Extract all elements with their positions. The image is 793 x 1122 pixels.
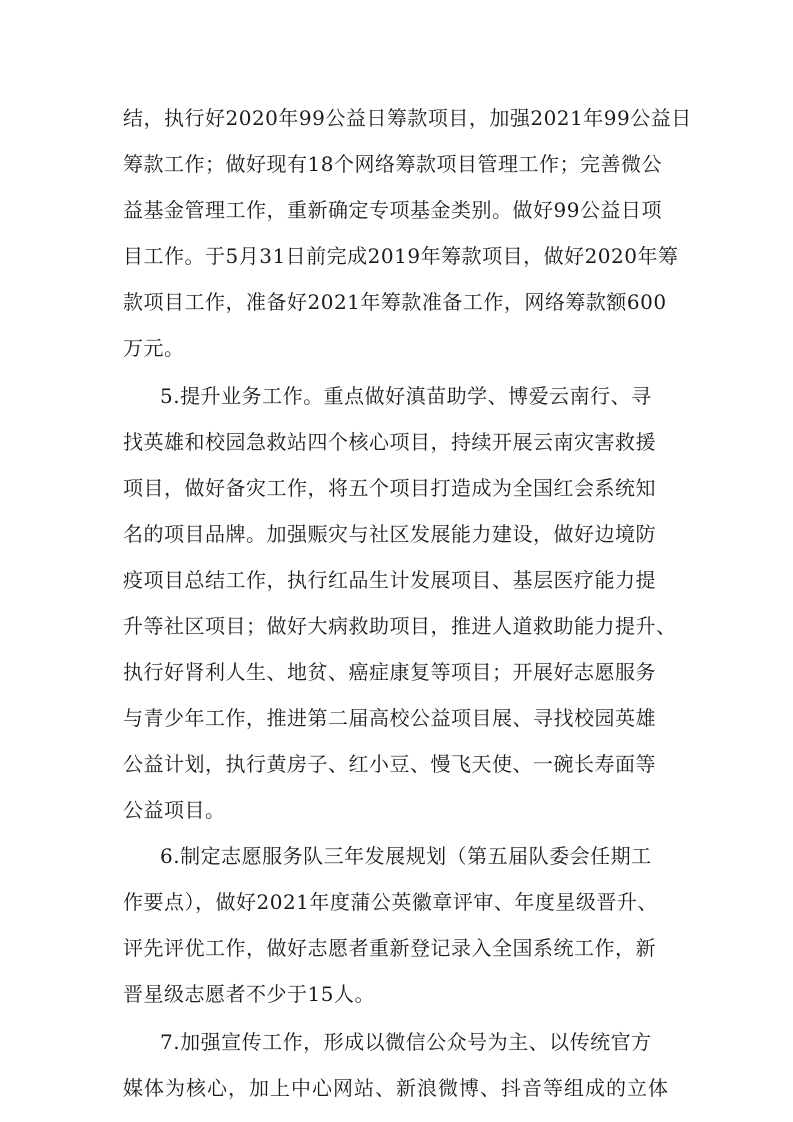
text-line: 作要点），做好2021年度蒲公英徽章评审、年度星级晋升、 [123, 890, 658, 914]
text-line: 评先评优工作，做好志愿者重新登记录入全国系统工作，新 [123, 936, 656, 960]
text-line: 结，执行好2020年99公益日筹款项目，加强2021年99公益日 [123, 106, 692, 130]
text-line: 名的项目品牌。加强赈灾与社区发展能力建设，做好边境防 [123, 522, 656, 546]
text-line: 升等社区项目；做好大病救助项目，推进人道救助能力提升、 [123, 614, 677, 638]
text-line: 媒体为核心，加上中心网站、新浪微博、抖音等组成的立体 [123, 1076, 669, 1100]
text-line: 筹款工作；做好现有18个网络筹款项目管理工作；完善微公 [123, 152, 662, 176]
text-line: 项目，做好备灾工作，将五个项目打造成为全国红会系统知 [123, 476, 656, 500]
paragraph-5-first-line: 5.提升业务工作。重点做好滇苗助学、博爱云南行、寻 [160, 384, 652, 408]
text-line: 与青少年工作，推进第二届高校公益项目展、寻找校园英雄 [123, 706, 656, 730]
text-line: 晋星级志愿者不少于15人。 [123, 982, 375, 1006]
text-line: 疫项目总结工作，执行红品生计发展项目、基层医疗能力提 [123, 568, 656, 592]
text-line: 找英雄和校园急救站四个核心项目，持续开展云南灾害救援 [123, 430, 656, 454]
paragraph-7-first-line: 7.加强宣传工作，形成以微信公众号为主、以传统官方 [160, 1030, 652, 1054]
text-line: 公益项目。 [123, 798, 226, 822]
text-line: 益基金管理工作，重新确定专项基金类别。做好99公益日项 [123, 198, 662, 222]
text-line: 款项目工作，准备好2021年筹款准备工作，网络筹款额600 [123, 290, 667, 314]
paragraph-6-first-line: 6.制定志愿服务队三年发展规划（第五届队委会任期工 [160, 844, 652, 868]
text-line: 目工作。于5月31日前完成2019年筹款项目，做好2020年筹 [123, 244, 679, 268]
text-line: 执行好肾利人生、地贫、癌症康复等项目；开展好志愿服务 [123, 660, 656, 684]
text-line: 公益计划，执行黄房子、红小豆、慢飞天使、一碗长寿面等 [123, 752, 656, 776]
text-line: 万元。 [123, 336, 185, 360]
